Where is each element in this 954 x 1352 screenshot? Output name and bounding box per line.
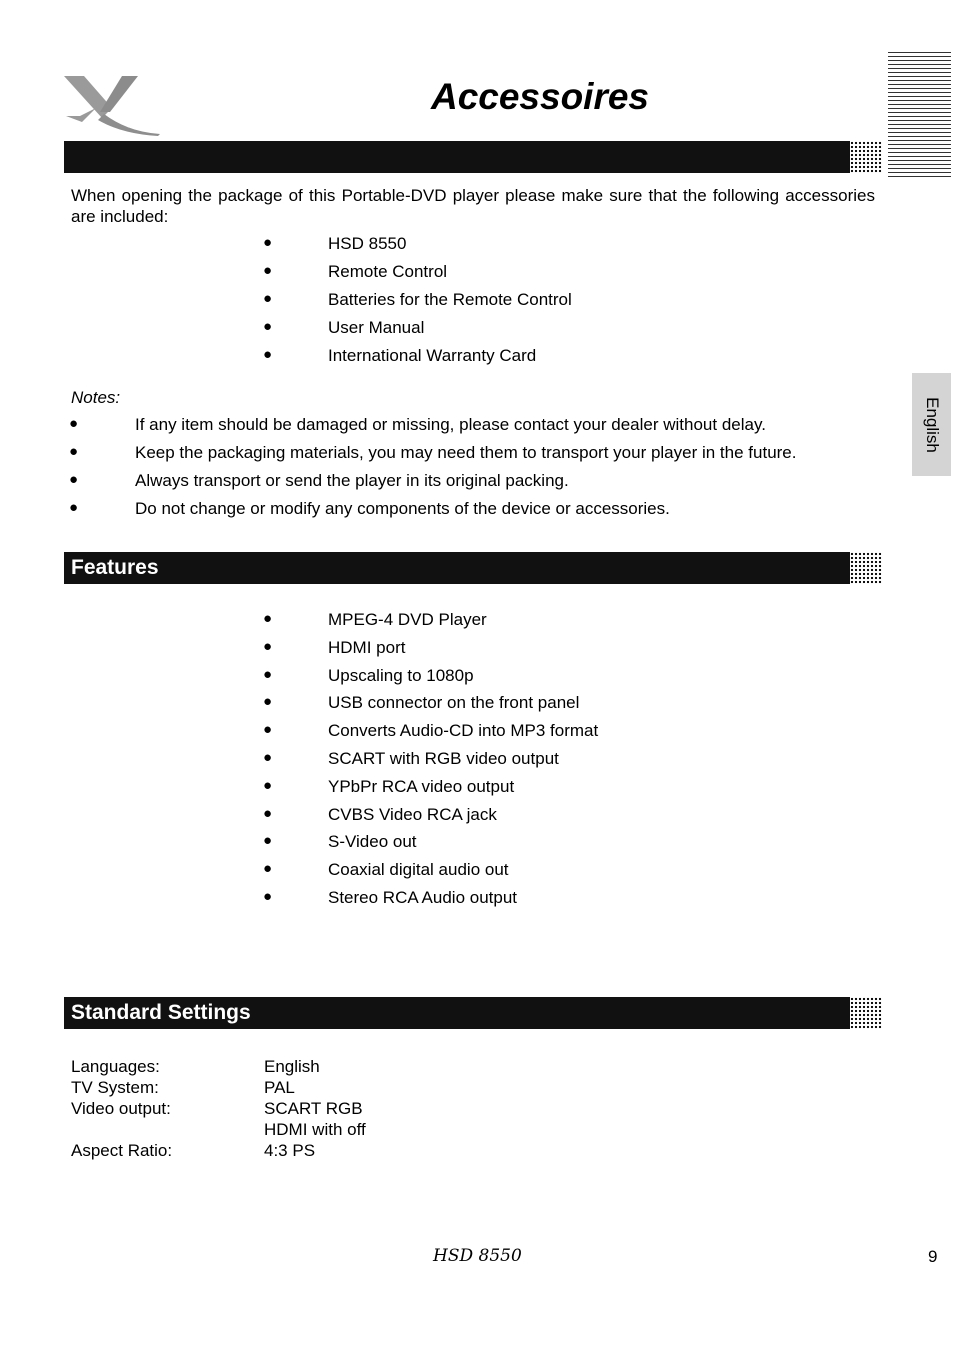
- footer-model: HSD 8550: [433, 1246, 522, 1266]
- bullet-dot-icon: ●: [263, 888, 273, 905]
- setting-label: TV System:: [71, 1078, 159, 1097]
- features-bar-dots: [846, 552, 882, 584]
- language-side-tab-label: English: [922, 396, 942, 453]
- feature-item: Coaxial digital audio out: [328, 860, 509, 880]
- title-bar: [64, 141, 850, 173]
- accessory-item: HSD 8550: [328, 234, 407, 253]
- features-heading: Features: [71, 556, 159, 579]
- feature-item: Converts Audio-CD into MP3 format: [328, 721, 599, 741]
- note-item: Do not change or modify any components of the device or accessories.: [135, 499, 670, 518]
- accessory-item: User Manual: [328, 318, 425, 337]
- accessories-intro: When opening the package of this Portable-DVD player please make sure that the following accessories are included:: [71, 186, 875, 226]
- decorative-stripes: [888, 52, 951, 180]
- bullet-dot-icon: ●: [263, 721, 273, 739]
- bullet-dot-icon: ●: [263, 804, 273, 822]
- feature-item: Upscaling to 1080p: [328, 665, 474, 685]
- accessory-item: Batteries for the Remote Control: [328, 290, 572, 309]
- bullet-dot-icon: ●: [263, 693, 273, 711]
- setting-value: SCART RGB: [264, 1099, 363, 1118]
- bullet-dot-icon: ●: [263, 262, 273, 279]
- setting-value: PAL: [264, 1078, 295, 1097]
- feature-item: S-Video out: [328, 832, 417, 852]
- feature-item: HDMI port: [328, 637, 406, 657]
- settings-bar-dots: [846, 997, 882, 1029]
- feature-item: MPEG-4 DVD Player: [328, 610, 487, 629]
- bullet-dot-icon: ●: [263, 860, 273, 878]
- bullet-dot-icon: ●: [69, 471, 79, 488]
- feature-item: SCART with RGB video output: [328, 749, 559, 768]
- feature-item: YPbPr RCA video output: [328, 776, 515, 796]
- bullet-dot-icon: ●: [263, 665, 273, 683]
- bullet-dot-icon: ●: [263, 234, 273, 251]
- bullet-dot-icon: ●: [263, 637, 273, 655]
- bullet-dot-icon: ●: [263, 776, 273, 794]
- feature-item: Stereo RCA Audio output: [328, 888, 518, 907]
- bullet-dot-icon: ●: [69, 415, 79, 432]
- bullet-dot-icon: ●: [263, 610, 273, 627]
- note-item: Keep the packaging materials, you may need them to transport your player in the future.: [135, 443, 797, 462]
- note-item: Always transport or send the player in its original packing.: [135, 471, 569, 490]
- bullet-dot-icon: ●: [263, 749, 273, 766]
- note-item: If any item should be damaged or missing, please contact your dealer without delay.: [135, 415, 766, 434]
- feature-item: USB connector on the front panel: [328, 693, 580, 713]
- bullet-dot-icon: ●: [263, 318, 273, 335]
- accessory-item: International Warranty Card: [328, 346, 537, 365]
- setting-value: HDMI with off: [264, 1120, 366, 1139]
- setting-value: 4:3 PS: [264, 1141, 316, 1160]
- bullet-dot-icon: ●: [263, 832, 273, 850]
- setting-label: Languages:: [71, 1057, 160, 1076]
- settings-heading-bar: [64, 997, 850, 1029]
- setting-value: English: [264, 1057, 320, 1076]
- settings-heading: Standard Settings: [71, 1001, 251, 1024]
- notes-title: Notes:: [71, 388, 121, 407]
- page-title: Accessoires: [430, 76, 650, 117]
- title-bar-dots: [846, 141, 882, 173]
- setting-label: Aspect Ratio:: [71, 1141, 173, 1160]
- bullet-dot-icon: ●: [69, 499, 79, 516]
- accessory-item: Remote Control: [328, 262, 448, 281]
- setting-label: Video output:: [71, 1099, 171, 1118]
- language-side-tab: [912, 373, 951, 476]
- features-heading-bar: [64, 552, 850, 584]
- page-number: 9: [928, 1247, 938, 1266]
- bullet-dot-icon: ●: [263, 346, 273, 363]
- bullet-dot-icon: ●: [69, 443, 79, 460]
- bullet-dot-icon: ●: [263, 290, 273, 307]
- feature-item: CVBS Video RCA jack: [328, 804, 497, 824]
